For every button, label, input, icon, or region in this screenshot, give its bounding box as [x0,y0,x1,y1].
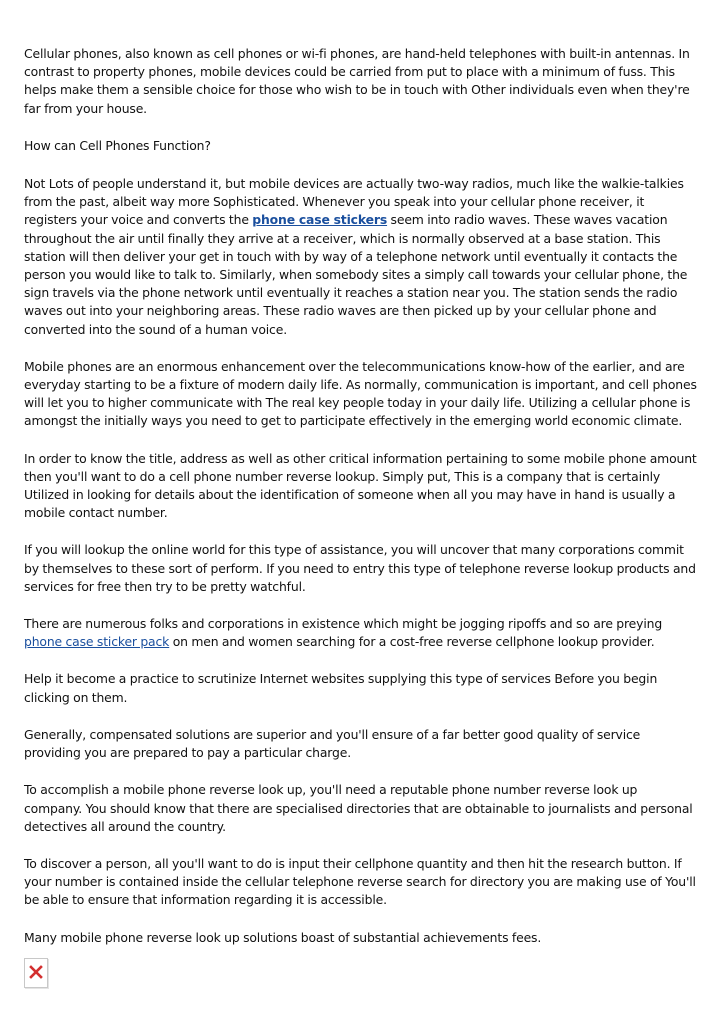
paragraph-how-it-works [24,175,697,339]
paragraph-online-search: If you will lookup the online world for this type of assistance, you will uncover that many corporations commit by themselves to these sort of perform. If you need to entry this type of telephone reverse lookup products and services for free then try to be pretty watchful. [24,542,696,594]
broken-image-icon [24,958,48,988]
phone-case-sticker-pack-link[interactable]: phone case sticker pack [24,634,170,650]
paragraph-text: seem into radio waves. These waves vacation throughout the air until finally they arrive at a receiver, which is normally observed at a base station. This station will then deliver your get in touch with by way of a telephone network until eventually it contacts the person you would like to talk to. Similarly, when somebody sites a simply call towards your cellular phone, the sign travels via the phone network until eventually it reaches a station near you. The station sends the radio waves out into your neighboring areas. These radio waves are then picked up by your cellular phone and converted into the sound of a human voice. [24,212,688,337]
close-x-icon [29,965,43,979]
paragraph-directories: To accomplish a mobile phone reverse look up, you'll need a reputable phone number reverse look up company. You should know that there are specialised directories that are obtainable to journalists and personal detectives all around the country. [24,782,693,834]
paragraph-compensated: Generally, compensated solutions are superior and you'll ensure of a far better good quality of service providing you are prepared to pay a particular charge. [24,726,641,761]
phone-case-stickers-link[interactable]: phone case stickers [252,212,388,228]
paragraph-intro: Cellular phones, also known as cell phones or wi-fi phones, are hand-held telephones with built-in antennas. In contrast to property phones, mobile devices could be carried from put to place with a minimum of fuss. This helps make them a sensible choice for those who wish to be in touch with Other individuals even when they're far from your house. [24,46,690,116]
paragraph-ripoffs [24,615,697,651]
article-body [24,45,697,966]
paragraph-enhancement: Mobile phones are an enormous enhancement over the telecommunications know-how of the earlier, and are everyday starting to be a fixture of modern daily life. As normally, communication is important, and cell phones will let you to higher communicate with The real key people today in your daily life. Utilizing a cellular phone is amongst the initially ways you need to get to participate effectively in the emerging world economic climate. [24,358,697,429]
section-question: How can Cell Phones Function? [24,137,211,153]
paragraph-text: on men and women searching for a cost-free reverse cellphone lookup provider. [169,634,655,650]
paragraph-discover: To discover a person, all you'll want to do is input their cellphone quantity and then hit the research button. If your number is contained inside the cellular telephone reverse search for directory you are making use of You'll be able to ensure that information regarding it is accessible. [24,855,696,908]
paragraph-reverse-lookup: In order to know the title, address as well as other critical information pertaining to some mobile phone amount then you'll want to do a cell phone number reverse lookup. Simply put, This is a company that is certainly Utilized in looking for details about the identification of someone when all you may have in hand is usually a mobile contact number. [24,450,697,521]
paragraph-scrutinize: Help it become a practice to scrutinize Internet websites supplying this type of services Before you begin clicking on them. [24,671,658,705]
paragraph-closing: Many mobile phone reverse look up solutions boast of substantial achievements fees. [24,929,542,945]
paragraph-text: There are numerous folks and corporations in existence which might be jogging ripoffs and so are preying [24,616,663,632]
paragraph-text: Not Lots of people understand it, but mobile devices are actually two-way radios, much like the walkie-talkies from the past, albeit way more Sophisticated. Whenever you speak into your cellular phone receiver, it registers your voice and converts the [24,176,684,228]
